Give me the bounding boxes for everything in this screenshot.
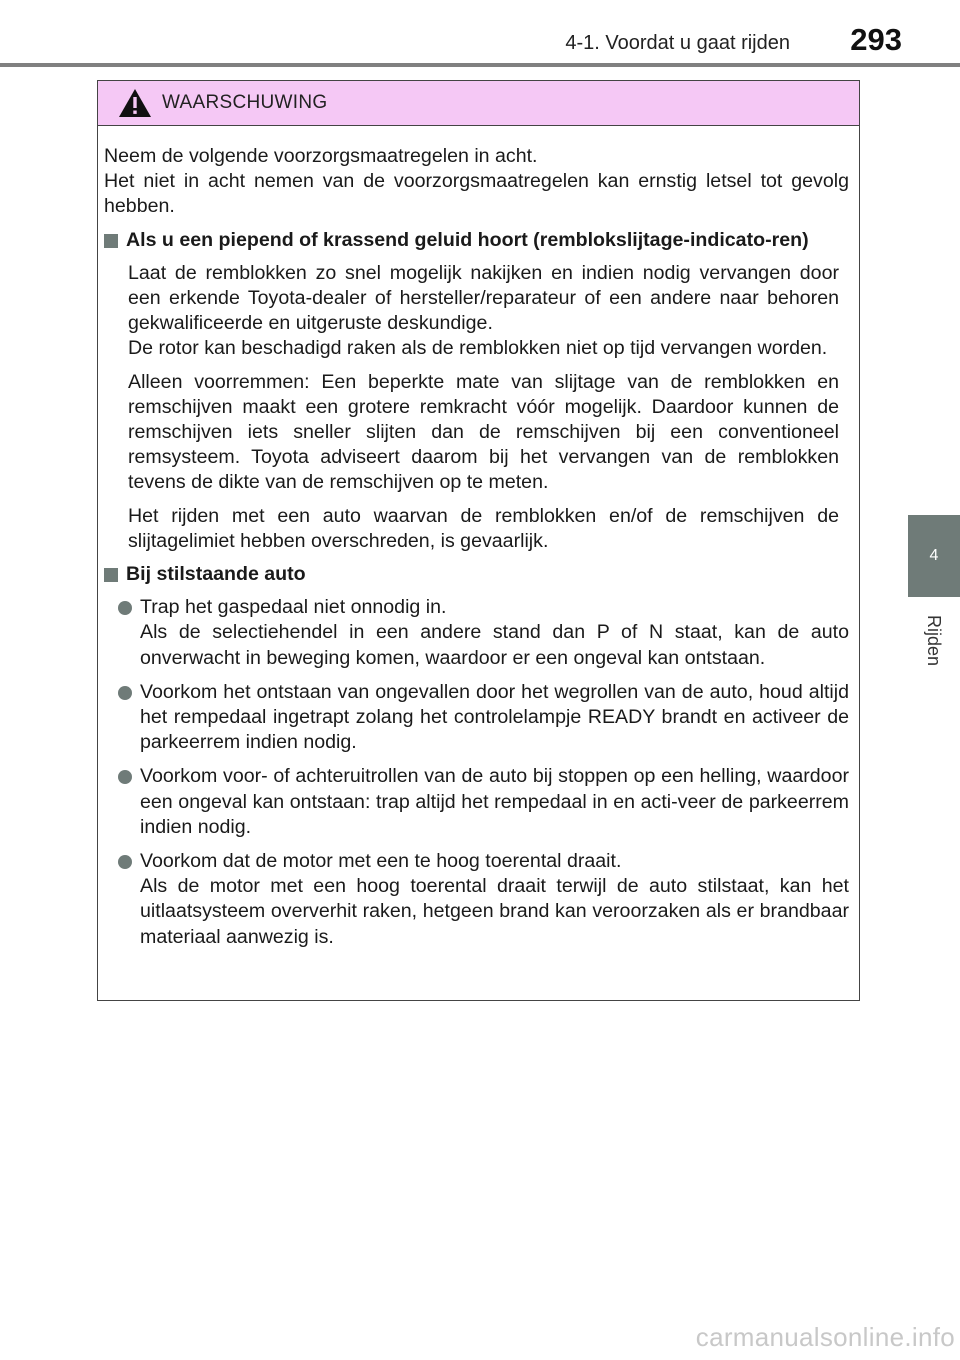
chapter-number: 4 — [929, 547, 939, 564]
paragraph-line: De rotor kan beschadigd raken als de remblokken niet op tijd vervangen worden. — [128, 337, 828, 360]
paragraph-line: Laat de remblokken zo snel mogelijk nakijken en indien nodig vervangen door een erkende Toyota-dealer of hersteller/reparateur of een andere naar behoren gekwalificeerde en uitgeruste deskundige. — [128, 261, 839, 335]
list-item — [118, 595, 849, 671]
section-heading — [104, 562, 849, 587]
paragraph — [128, 261, 839, 362]
list-item-line: Voorkom het ontstaan van ongevallen door het wegrollen van de auto, houd altijd het rempedaal ingetrapt zolang het controlelampje READY brandt en activeer de parkeerrem indien nodig. — [140, 680, 849, 754]
list-item-line: Trap het gaspedaal niet onnodig in. — [140, 596, 447, 619]
list-item-line: Voorkom voor- of achteruitrollen van de auto bij stoppen op een helling, waardoor een ongeval kan ontstaan: trap altijd het rempedaal in en acti-veer de parkeerrem indien nodig. — [140, 765, 849, 838]
chapter-label: Rijden — [924, 614, 945, 666]
square-bullet-icon — [104, 234, 118, 248]
section-title: 4-1. Voordat u gaat rijden — [565, 32, 790, 54]
list-item-line: Als de selectiehendel in een andere stand dan P of N staat, kan de auto onverwacht in beweging komen, waardoor er een ongeval kan ontstaan. — [140, 621, 849, 669]
circle-bullet-icon — [118, 601, 132, 615]
circle-bullet-icon — [118, 686, 132, 700]
list-item — [118, 764, 849, 840]
list-item-line: Voorkom dat de motor met een te hoog toerental draait. — [140, 850, 622, 873]
warning-triangle-icon — [118, 88, 152, 118]
warning-title: WAARSCHUWING — [162, 92, 328, 113]
page-number: 293 — [850, 22, 902, 57]
chapter-tab — [908, 515, 960, 597]
chapter-label-container — [908, 605, 960, 675]
intro-line: Neem de volgende voorzorgsmaatregelen in acht. — [104, 145, 538, 167]
warning-header — [98, 81, 859, 126]
watermark: carmanualsonline.info — [695, 1322, 955, 1352]
paragraph: Alleen voorremmen: Een beperkte mate van slijtage van de remblokken en remschijven maakt een grotere remkracht vóór mogelijk. Daardoor kunnen de remschijven iets sneller slijten dan de remschijven bij een conventioneel remsysteem. Toyota adviseert daarom bij het vervangen van de remblokken tevens de dikte van de remschijven op te meten. — [128, 370, 839, 494]
warning-intro — [104, 144, 849, 220]
list-item — [118, 680, 849, 756]
section-heading — [104, 228, 849, 253]
intro-line: Het niet in acht nemen van de voorzorgsmaatregelen kan ernstig letsel tot gevolg hebben. — [104, 170, 849, 218]
circle-bullet-icon — [118, 770, 132, 784]
section-heading-text: Bij stilstaande auto — [126, 563, 306, 586]
warning-body — [98, 126, 859, 950]
circle-bullet-icon — [118, 855, 132, 869]
header-divider — [0, 63, 960, 67]
list-item-line: Als de motor met een hoog toerental draait terwijl de auto stilstaat, kan het uitlaatsysteem oververhit raken, hetgeen brand kan veroorzaken als er brandbaar materiaal aanwezig is. — [140, 875, 849, 948]
list-item — [118, 849, 849, 950]
paragraph: Het rijden met een auto waarvan de remblokken en/of de remschijven de slijtagelimiet hebben overschreden, is gevaarlijk. — [128, 504, 839, 552]
warning-box — [97, 80, 860, 1001]
section-heading-text: Als u een piepend of krassend geluid hoort (remblokslijtage-indicato-ren) — [126, 228, 809, 251]
square-bullet-icon — [104, 568, 118, 582]
